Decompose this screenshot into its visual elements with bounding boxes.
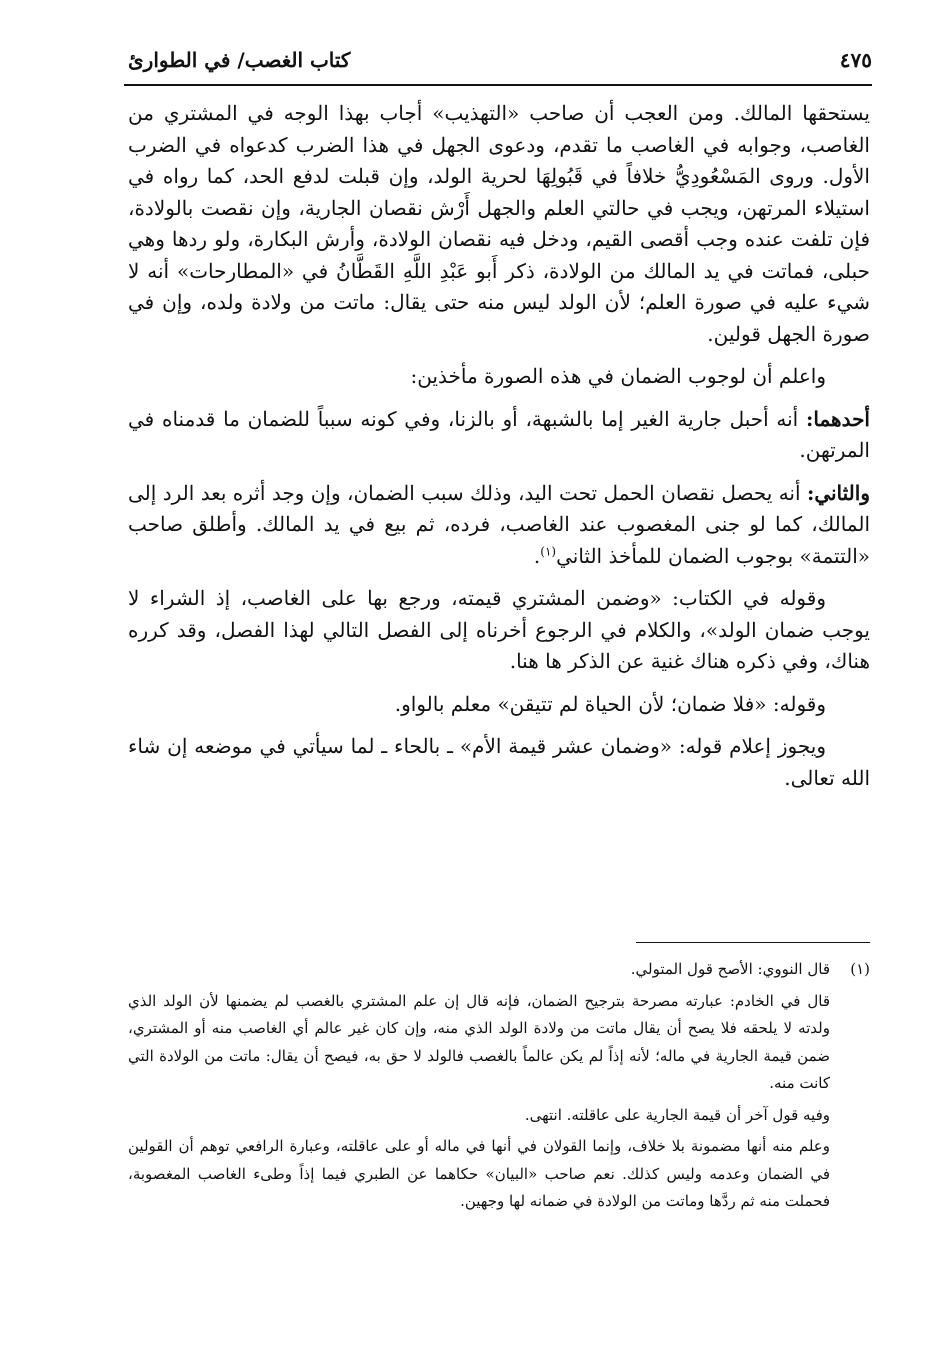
footnote-line-3: وفيه قول آخر أن قيمة الجارية على عاقلته. انتهى. (524, 1105, 830, 1124)
page-number: ٤٧٥ (839, 48, 872, 72)
main-text (128, 98, 870, 805)
footnote-rule (636, 942, 870, 943)
footnote-1 (128, 956, 870, 1220)
header-title: كتاب الغصب/ في الطوارئ (128, 48, 351, 72)
footnote-line-4: وعلم منه أنها مضمونة بلا خلاف، وإنما القولان في أنها في ماله أو على عاقلته، وعبارة الرافعي توهم أن القولين في الضمان وعدمه وليس كذلك. نعم صاحب «البيان» حكاهما عن الطبري فيما إذاً وطىء الغاصب المغصوبة، فحملت منه ثم ردَّها وماتت من الولادة في ضمانه لها وجهين. (128, 1137, 830, 1210)
paragraph-3 (128, 404, 870, 467)
header-rule (124, 84, 872, 86)
paragraph-1: يستحقها المالك. ومن العجب أن صاحب «التهذيب» أجاب بهذا الوجه في المشتري من الغاصب، وجوابه في الغاصب ما تقدم، ودعوى الجهل في هذا الضرب كدعواه في الضرب الأول. وروى المَسْعُودِيُّ خلافاً في قَبُولِهَا لحرية الولد، وإن قبلت لدفع الحد، كما رواه في استيلاء المرتهن، ويجب في حالتي العلم والجهل أَرْش نقصان الجارية، وإن نقصت بالولادة، فإن تلفت عنده وجب أقصى القيم، ودخل فيه نقصان الولادة، وأرش البكارة، ولو ردها وهي حبلى، فماتت في يد المالك من الولادة، ذكر أَبو عَبْدِ اللَّهِ القَطَّانُ في «المطارحات» أنه لا شيء عليه في صورة العلم؛ لأن الولد ليس منه حتى يقال: ماتت من ولادة ولده، وإن في صورة الجهل قولين. (128, 101, 870, 346)
paragraph-4 (128, 478, 870, 573)
running-header (128, 40, 872, 80)
paragraph-6: وقوله: «فلا ضمان؛ لأن الحياة لم تتيقن» معلم بالواو. (394, 691, 826, 716)
footnote-number: (١) (850, 960, 870, 978)
footnote-body (128, 956, 830, 1220)
paragraph-2: واعلم أن لوجوب الضمان في هذه الصورة مأخذين: (410, 364, 826, 388)
footnote-marker: (١) (540, 543, 557, 558)
paragraph-4-end: . (533, 543, 541, 568)
paragraph-3-text: أنه أحبل جارية الغير إما بالشبهة، أو بالزنا، وفي كونه سبباً للضمان ما قدمناه في المرتهن. (128, 406, 870, 462)
paragraph-3-lead: أحدهما: (805, 406, 870, 431)
paragraph-5: وقوله في الكتاب: «وضمن المشتري قيمته، ورجع بها على الغاصب، إذ الشراء لا يوجب ضمان الولد»، والكلام في الرجوع أخرناه إلى الفصل التالي لهذا الفصل، وقد كرره هناك، وفي ذكره هناك غنية عن الذكر ها هنا. (128, 586, 870, 673)
paragraph-7: ويجوز إعلام قوله: «وضمان عشر قيمة الأم» ـ بالحاء ـ لما سيأتي في موضعه إن شاء الله تعالى. (128, 734, 870, 790)
footnote-line-2: قال في الخادم: عبارته مصرحة بترجيح الضمان، فإنه قال إن علم المشتري بالغصب لم يضمنها لأن الولد الذي ولدته لا يلحقه فلا يصح أن يقال ماتت من ولادة الولد الذي منه، وإن كان غير عالم أي الغاصب منه أو المشتري، ضمن قيمة الجارية في ماله؛ لأنه إذاً لم يكن عالماً بالغصب فالولد لا حق به، فيصح أن يقال: ماتت من الولادة التي كانت منه. (128, 991, 830, 1092)
footnotes (128, 956, 870, 1220)
paragraph-4-text: أنه يحصل نقصان الحمل تحت اليد، وذلك سبب الضمان، وإن وجد أثره بعد الرد إلى المالك، كما لو جنى المغصوب عند الغاصب، فرده، ثم بيع في يد المالك. وأطلق صاحب «التتمة» بوجوب الضمان للمأخذ الثاني (128, 480, 870, 568)
footnote-line-1: قال النووي: الأصح قول المتولي. (630, 960, 830, 978)
paragraph-4-lead: والثاني: (806, 480, 870, 505)
